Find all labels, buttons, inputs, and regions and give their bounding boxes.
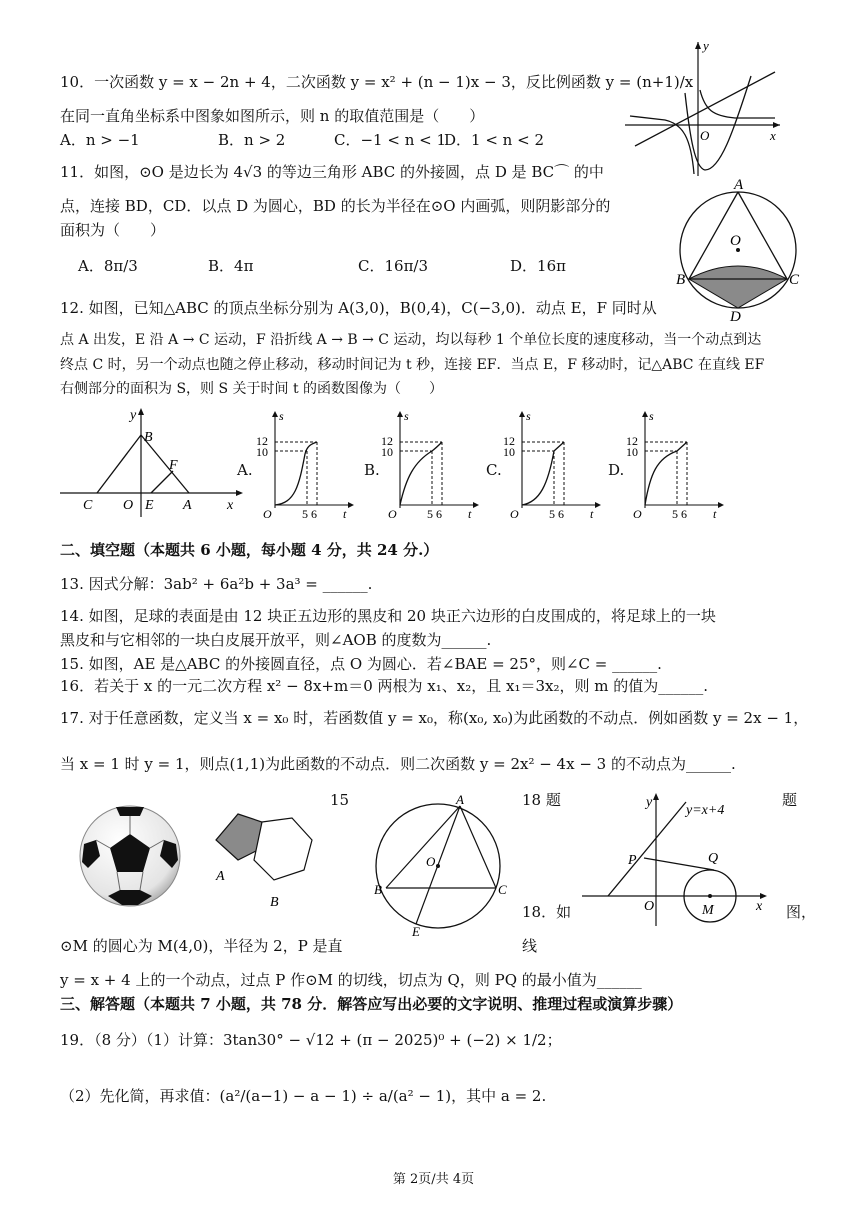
svg-text:10: 10	[381, 445, 393, 459]
q12-label-x: x	[227, 498, 234, 513]
svg-text:5 6: 5 6	[549, 507, 564, 521]
q18-xian: 线	[522, 937, 538, 955]
section-2-heading: 二、填空题（本题共 6 小题，每小题 4 分，共 24 分.）	[60, 541, 439, 559]
q10-graph	[625, 38, 785, 180]
q17-line2: 当 x = 1 时 y = 1，则点(1,1)为此函数的不动点．则二次函数 y = 2x² − 4x − 3 的不动点为______.	[60, 755, 736, 773]
svg-text:12: 12	[503, 434, 515, 448]
q17-line1: 17. 对于任意函数，定义当 x = x₀ 时，若函数值 y = x₀，称(x₀, x₀)为此函数的不动点．例如函数 y = 2x − 1，	[60, 709, 809, 727]
q12-line4: 右侧部分的面积为 S，则 S 关于时间 t 的函数图像为（ ）	[60, 381, 444, 397]
fig15-number: 15	[330, 791, 350, 809]
q18-tu: 图，	[786, 903, 817, 921]
svg-text:s: s	[404, 409, 409, 423]
soccer-ball-image	[78, 804, 182, 908]
q10-option-a: A．n > −1	[60, 131, 140, 149]
svg-text:C: C	[498, 882, 507, 897]
q12-graph-c-label: C.	[486, 461, 502, 479]
svg-text:O: O	[644, 899, 655, 914]
q15-circle-figure	[368, 792, 516, 940]
svg-text:5 6: 5 6	[302, 507, 317, 521]
q13-text: 13. 因式分解：3ab² + 6a²b + 3a³ = ______.	[60, 575, 373, 593]
q12-label-y: y	[130, 408, 137, 423]
svg-text:B: B	[374, 882, 382, 897]
q12-line3: 终点 C 时，另一个动点也随之停止移动，移动时间记为 t 秒，连接 EF．当点 E，F 移动时，记△ABC 在直线 EF	[60, 357, 765, 373]
svg-text:5 6: 5 6	[427, 507, 442, 521]
q10-option-d: D．1 < n < 2	[444, 131, 544, 149]
q11-label-c: C	[789, 272, 800, 288]
q11-label-d: D	[730, 309, 741, 325]
q12-graph-a	[255, 408, 355, 523]
svg-text:O: O	[426, 854, 436, 869]
svg-text:s: s	[279, 409, 284, 423]
q10-y-label: y	[703, 38, 709, 53]
q11-line2: 点，连接 BD，CD．以点 D 为圆心，BD 的长为半径在⊙O 内画弧，则阴影部分的	[60, 197, 611, 215]
q14-line2: 黑皮和与它相邻的一块白皮展开放平，则∠AOB 的度数为______.	[60, 631, 492, 649]
q18-figure	[578, 790, 773, 930]
q19-line1: 19．（8 分）（1）计算：3tan30° − √12 + (π − 2025)⁰ + (−2) × 1/2；	[60, 1031, 562, 1049]
q12-main-figure	[55, 405, 250, 525]
q11-option-b: B．4π	[208, 257, 254, 275]
q18-start: 18．如	[522, 903, 572, 921]
fig18-caption-tail: 题	[782, 791, 798, 809]
q11-label-o: O	[730, 233, 741, 249]
svg-text:Q: Q	[708, 851, 719, 866]
svg-text:t: t	[713, 507, 717, 521]
svg-text:E: E	[412, 924, 420, 939]
svg-text:t: t	[590, 507, 594, 521]
q10-option-c: C．−1 < n < 1	[334, 131, 447, 149]
q12-line2: 点 A 出发，E 沿 A → C 运动，F 沿折线 A → B → C 运动，均以每秒 1 个单位长度的速度移动，当一个动点到达	[60, 332, 762, 348]
q18-line2: y = x + 4 上的一个动点，过点 P 作⊙M 的切线，切点为 Q，则 PQ 的最小值为______	[60, 971, 642, 989]
svg-text:B: B	[270, 895, 279, 910]
q15-text: 15. 如图，AE 是△ABC 的外接圆直径，点 O 为圆心．若∠BAE = 25°，则∠C = ______.	[60, 655, 662, 673]
q11-option-c: C．16π/3	[358, 257, 429, 275]
q11-option-d: D．16π	[510, 257, 566, 275]
svg-text:10: 10	[256, 445, 268, 459]
svg-text:12: 12	[381, 434, 393, 448]
svg-text:12: 12	[626, 434, 638, 448]
svg-text:O: O	[388, 507, 397, 521]
svg-text:s: s	[649, 409, 654, 423]
svg-text:O: O	[510, 507, 519, 521]
q11-line3: 面积为（ ）	[60, 221, 166, 239]
q10-option-b: B．n > 2	[218, 131, 286, 149]
q11-option-a: A．8π/3	[78, 257, 138, 275]
svg-text:A: A	[456, 792, 464, 807]
svg-text:t: t	[343, 507, 347, 521]
svg-text:A: A	[216, 869, 225, 884]
q11-label-a: A	[734, 177, 744, 193]
q11-figure	[672, 175, 807, 325]
svg-text:10: 10	[503, 445, 515, 459]
svg-text:s: s	[526, 409, 531, 423]
svg-text:O: O	[633, 507, 642, 521]
q12-graph-d	[625, 408, 725, 523]
q12-label-e: E	[145, 498, 154, 513]
svg-text:12: 12	[256, 434, 268, 448]
svg-text:10: 10	[626, 445, 638, 459]
svg-text:t: t	[468, 507, 472, 521]
q10-line2: 在同一直角坐标系中图象如图所示，则 n 的取值范围是（ ）	[60, 107, 485, 125]
page-footer: 第 2页/共 4页	[392, 1172, 475, 1187]
section-3-heading: 三、解答题（本题共 7 小题，共 78 分．解答应写出必要的文字说明、推理过程或演算步骤）	[60, 995, 683, 1013]
q12-label-b: B	[144, 430, 153, 445]
pentagon-hexagon-figure	[208, 808, 330, 910]
svg-text:y=x+4: y=x+4	[686, 803, 725, 818]
q10-x-label: x	[770, 128, 776, 143]
svg-text:P: P	[628, 853, 637, 868]
q14-line1: 14. 如图，足球的表面是由 12 块正五边形的黑皮和 20 块正六边形的白皮围成的，将足球上的一块	[60, 607, 716, 625]
fig18-caption: 18 题	[522, 791, 561, 809]
q18-line1: ⊙M 的圆心为 M(4,0)，半径为 2，P 是直	[60, 937, 343, 955]
q10-origin-label: O	[700, 128, 710, 143]
q12-graph-b	[380, 408, 480, 523]
svg-text:M: M	[702, 903, 714, 918]
q12-label-c: C	[83, 498, 93, 513]
q16-text: 16．若关于 x 的一元二次方程 x² − 8x+m＝0 两根为 x₁、x₂，且 x₁＝3x₂，则 m 的值为______.	[60, 677, 709, 695]
q12-graph-a-label: A.	[237, 461, 253, 479]
q12-label-a: A	[183, 498, 192, 513]
q10-line1: 10．一次函数 y = x − 2n + 4，二次函数 y = x² + (n − 1)x − 3，反比例函数 y = (n+1)/x	[60, 73, 694, 91]
q12-graph-c	[502, 408, 602, 523]
q12-graph-d-label: D.	[608, 461, 625, 479]
svg-text:O: O	[263, 507, 272, 521]
q11-label-b: B	[676, 272, 686, 288]
q12-label-o: O	[123, 498, 134, 513]
q12-graph-b-label: B.	[364, 461, 380, 479]
svg-text:y: y	[646, 795, 653, 810]
svg-text:5 6: 5 6	[672, 507, 687, 521]
q12-label-f: F	[169, 458, 178, 473]
q19-line2: （2）先化简，再求值：(a²/(a−1) − a − 1) ÷ a/(a² − 1)，其中 a = 2.	[60, 1087, 547, 1105]
svg-text:x: x	[756, 899, 763, 914]
q12-line1: 12. 如图，已知△ABC 的顶点坐标分别为 A(3,0)，B(0,4)，C(−3,0)．动点 E，F 同时从	[60, 299, 657, 317]
q11-line1: 11．如图，⊙O 是边长为 4√3 的等边三角形 ABC 的外接圆，点 D 是 BC⌒ 的中	[60, 163, 604, 181]
